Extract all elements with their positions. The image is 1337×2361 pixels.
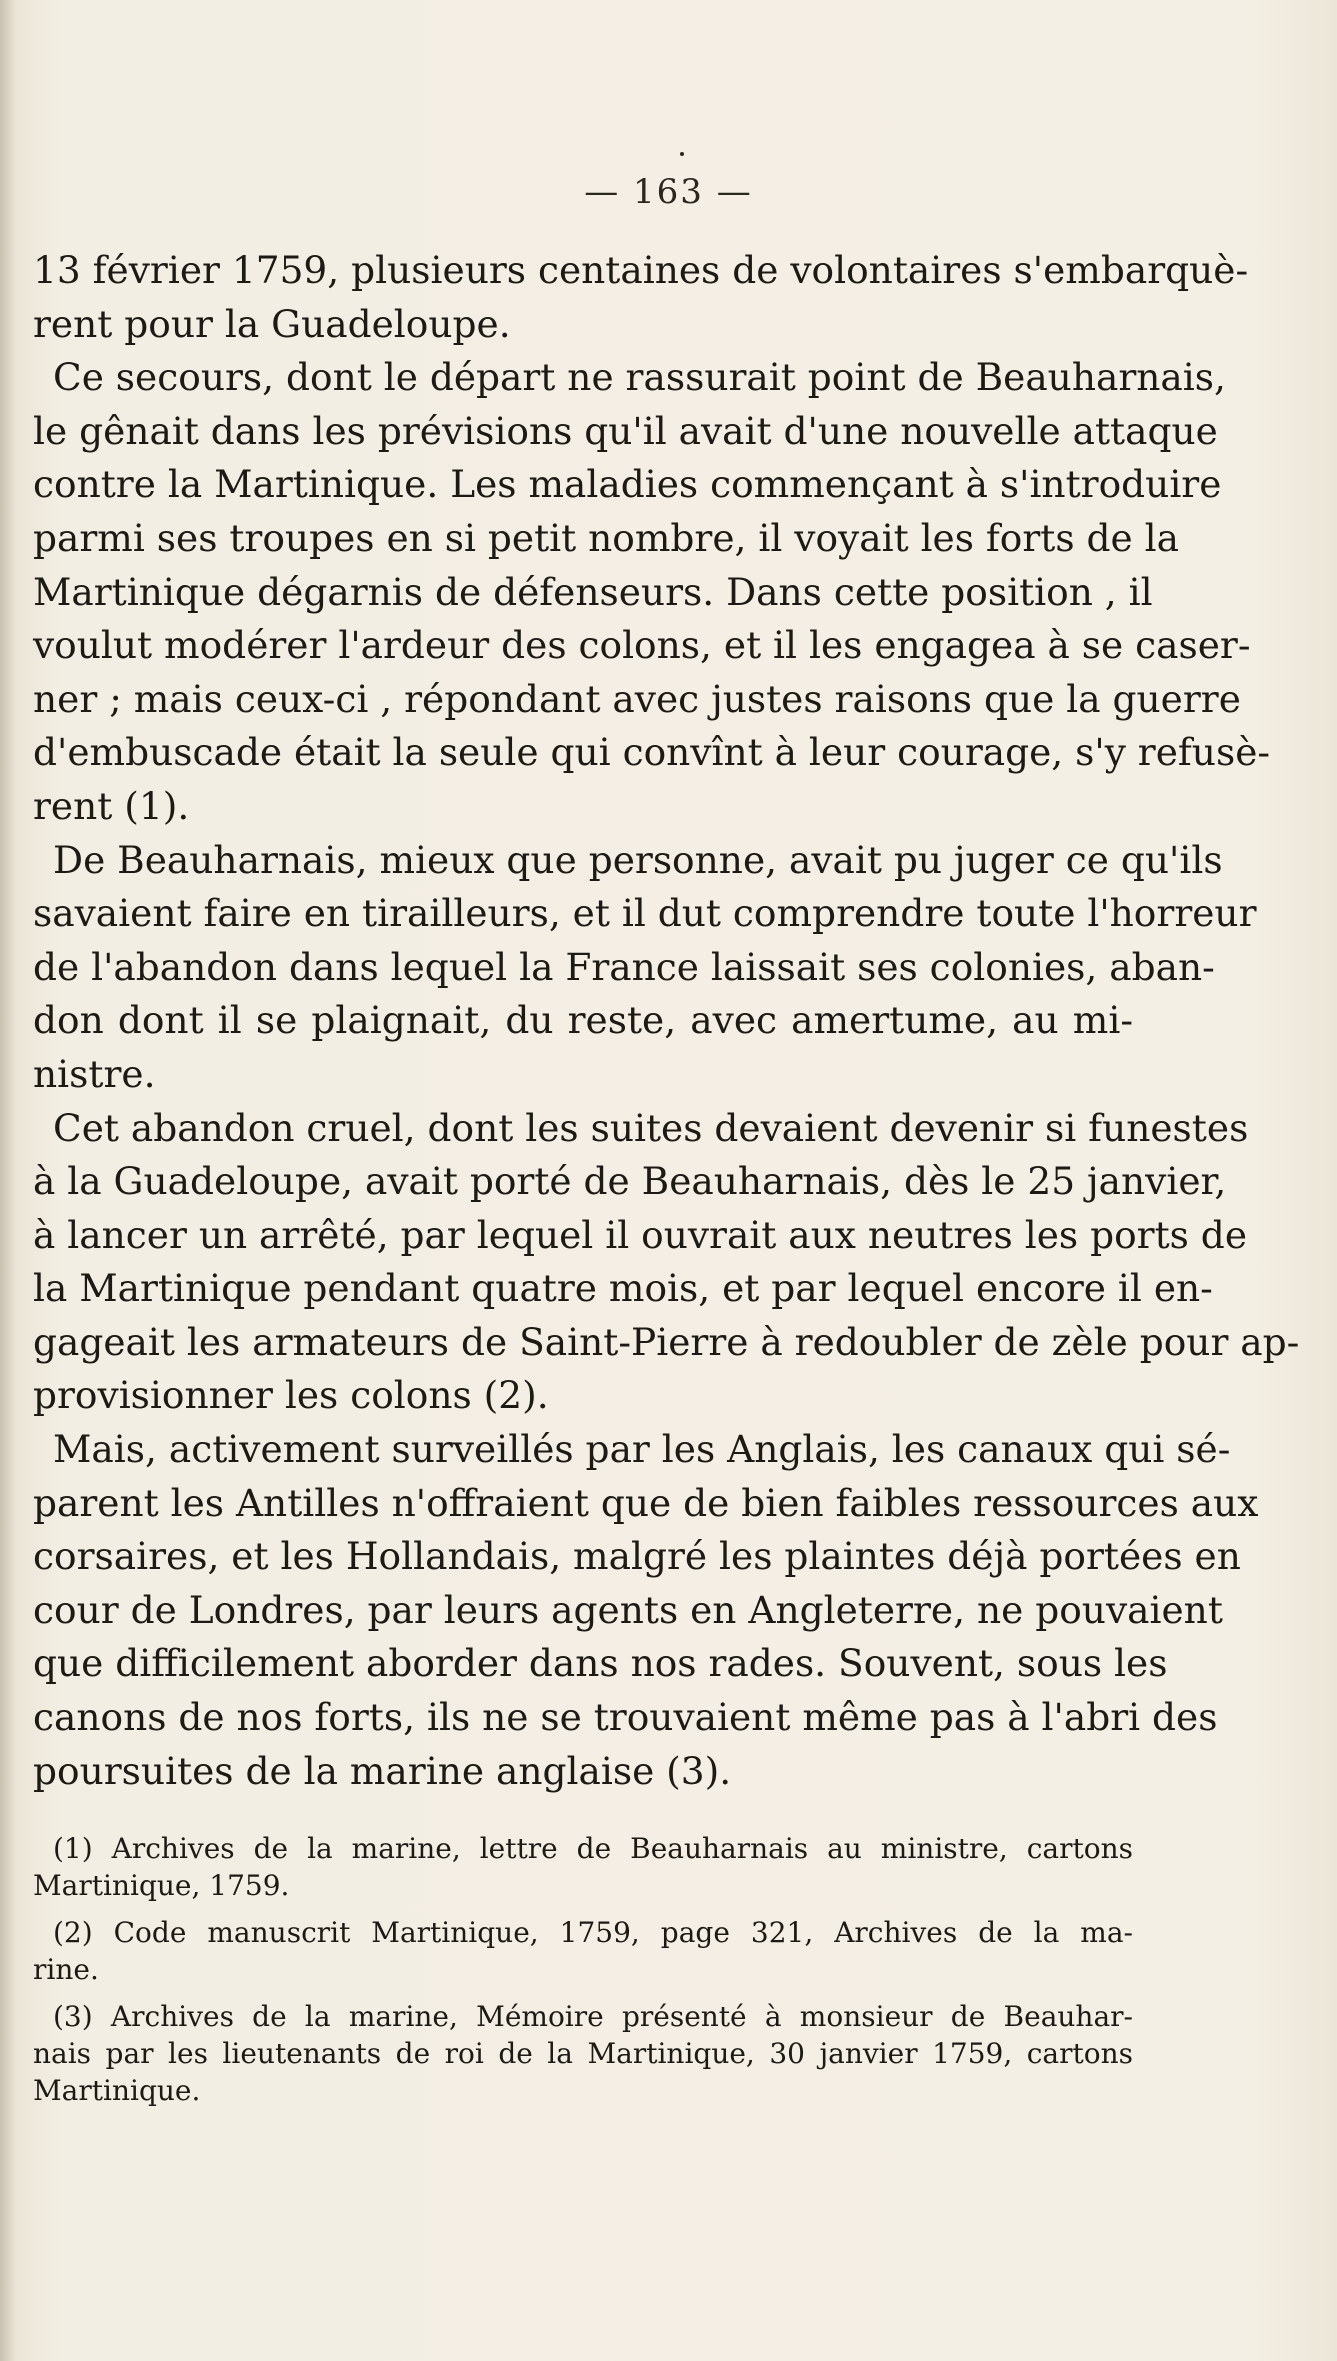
- text-line: parent les Antilles n'offraient que de bien faibles ressources aux: [33, 1480, 1259, 1525]
- binding-shadow: [0, 0, 16, 2361]
- footnote-line: Martinique.: [33, 2074, 201, 2107]
- text-line: la Martinique pendant quatre mois, et par lequel encore il en-: [33, 1266, 1213, 1311]
- text-line: 13 février 1759, plusieurs centaines de volontaires s'embarquè-: [33, 248, 1249, 292]
- footnotes: [33, 1830, 1133, 2119]
- footnote-line: (2) Code manuscrit Martinique, 1759, page 321, Archives de la ma-: [53, 1916, 1133, 1949]
- text-line: Martinique dégarnis de défenseurs. Dans cette position , il: [33, 569, 1153, 614]
- footnote-2: [33, 1914, 1133, 1988]
- text-line: cour de Londres, par leurs agents en Angleterre, ne pouvaient: [33, 1587, 1223, 1632]
- paragraph-3: [33, 834, 1257, 1102]
- text-line: d'embuscade était la seule qui convînt à leur courage, s'y refusè-: [33, 730, 1271, 775]
- text-line: rent pour la Guadeloupe.: [33, 301, 511, 346]
- text-line: don dont il se plaignait, du reste, avec amertume, au mi-: [33, 998, 1133, 1043]
- text-line: canons de nos forts, ils ne se trouvaient même pas à l'abri des: [33, 1695, 1218, 1740]
- text-line: ner ; mais ceux-ci , répondant avec justes raisons que la guerre: [33, 676, 1241, 721]
- paragraph-2: [33, 351, 1271, 833]
- footnote-line: Martinique, 1759.: [33, 1869, 290, 1902]
- footnote-line: nais par les lieutenants de roi de la Martinique, 30 janvier 1759, cartons: [33, 2037, 1133, 2070]
- text-line: parmi ses troupes en si petit nombre, il voyait les forts de la: [33, 515, 1180, 560]
- text-line: De Beauharnais, mieux que personne, avait pu juger ce qu'ils: [53, 837, 1223, 882]
- text-line: gageait les armateurs de Saint-Pierre à redoubler de zèle pour ap-: [33, 1319, 1300, 1364]
- text-line: à lancer un arrêté, par lequel il ouvrait aux neutres les ports de: [33, 1212, 1248, 1257]
- text-line: savaient faire en tirailleurs, et il dut comprendre toute l'horreur: [33, 891, 1257, 936]
- paragraph-5: [33, 1423, 1259, 1798]
- text-line: à la Guadeloupe, avait porté de Beauharnais, dès le 25 janvier,: [33, 1159, 1227, 1204]
- page-number: — 163 —: [584, 172, 753, 212]
- text-line: contre la Martinique. Les maladies commençant à s'introduire: [33, 462, 1222, 507]
- text-line: que difficilement aborder dans nos rades. Souvent, sous les: [33, 1641, 1168, 1686]
- paragraph-4: [33, 1102, 1300, 1424]
- footnote-line: rine.: [33, 1953, 99, 1986]
- text-line: corsaires, et les Hollandais, malgré les plaintes déjà portées en: [33, 1534, 1241, 1579]
- body-text: [33, 244, 1300, 1798]
- text-line: provisionner les colons (2).: [33, 1373, 549, 1418]
- paragraph-1: [33, 244, 1249, 351]
- text-line: voulut modérer l'ardeur des colons, et il les engagea à se caser-: [33, 623, 1251, 668]
- ink-speck: [680, 152, 684, 156]
- text-line: rent (1).: [33, 783, 190, 828]
- text-line: Cet abandon cruel, dont les suites devaient devenir si funestes: [53, 1105, 1249, 1150]
- text-line: Ce secours, dont le départ ne rassurait point de Beauharnais,: [53, 355, 1226, 400]
- footnote-line: (3) Archives de la marine, Mémoire présenté à monsieur de Beauhar-: [53, 2000, 1133, 2033]
- footnote-3: [33, 1998, 1133, 2109]
- footnote-line: (1) Archives de la marine, lettre de Beauharnais au ministre, cartons: [53, 1832, 1133, 1865]
- text-line: nistre.: [33, 1051, 156, 1096]
- text-line: de l'abandon dans lequel la France laissait ses colonies, aban-: [33, 944, 1215, 989]
- footnote-1: [33, 1830, 1133, 1904]
- text-line: le gênait dans les prévisions qu'il avait d'une nouvelle attaque: [33, 408, 1218, 453]
- text-line: Mais, activement surveillés par les Anglais, les canaux qui sé-: [53, 1427, 1231, 1472]
- text-line: poursuites de la marine anglaise (3).: [33, 1748, 732, 1793]
